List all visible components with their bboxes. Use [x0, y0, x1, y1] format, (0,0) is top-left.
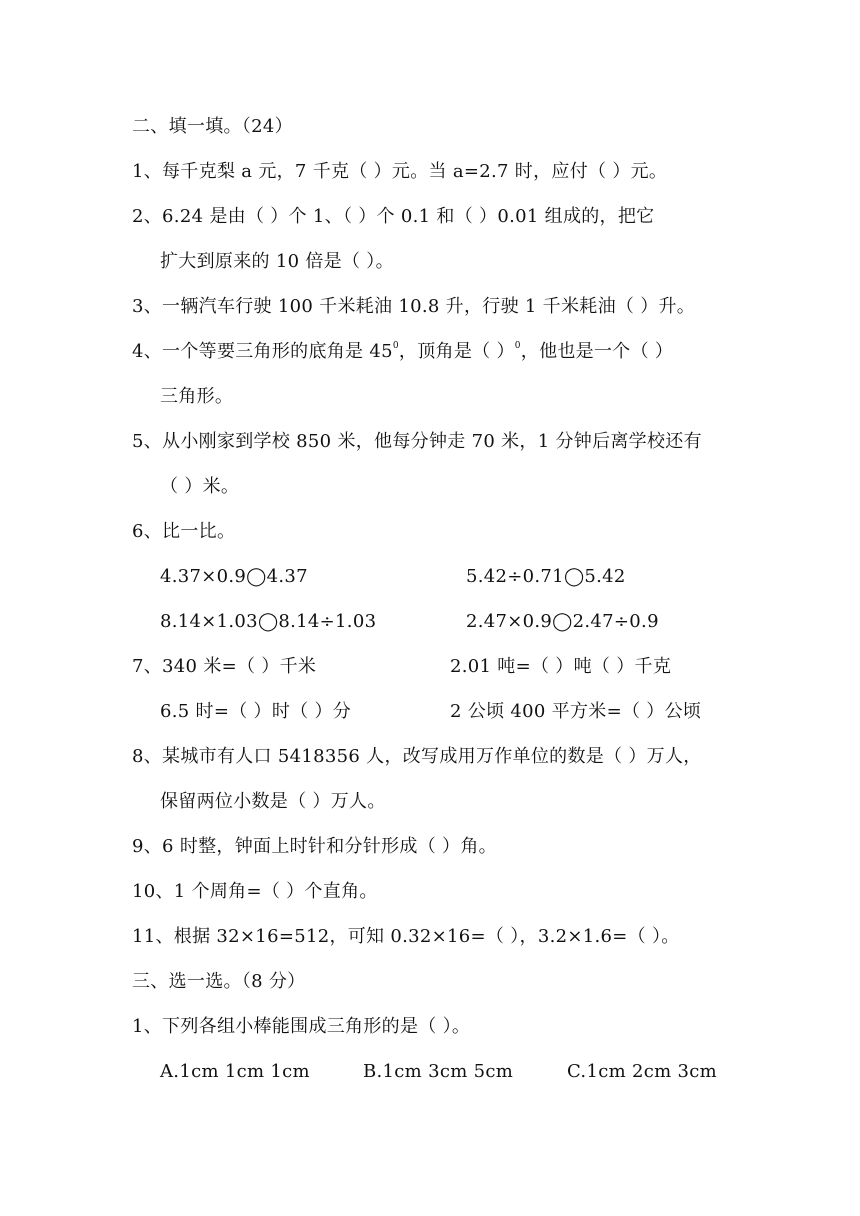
question-11: 11、根据 32×16=512，可知 0.32×16=（ ），3.2×1.6=（ ）。 — [132, 926, 680, 947]
question-2-line-2: 扩大到原来的 10 倍是（ ）。 — [160, 251, 394, 272]
q4-part-c: ，他也是一个（ ） — [520, 341, 674, 362]
question-7-c: 6.5 时=（ ）时（ ）分 — [160, 701, 352, 722]
degree-mark: 0 — [514, 341, 521, 351]
section-heading-fill: 二、填一填。（24） — [132, 116, 293, 137]
question-5-line-2: （ ）米。 — [160, 476, 240, 497]
compare-item-a: 4.37×0.9◯4.37 — [160, 566, 308, 587]
question-4-line-2: 三角形。 — [160, 386, 234, 407]
question-8-line-1: 8、某城市有人口 5418356 人，改写成用万作单位的数是（ ）万人， — [132, 746, 702, 767]
option-b: B.1cm 3cm 5cm — [363, 1061, 514, 1082]
question-7-d: 2 公顷 400 平方米=（ ）公顷 — [450, 701, 702, 722]
question-7-a: 7、340 米=（ ）千米 — [132, 656, 317, 677]
compare-item-b: 5.42÷0.71◯5.42 — [466, 566, 626, 587]
question-8-line-2: 保留两位小数是（ ）万人。 — [160, 791, 386, 812]
section-heading-choose: 三、选一选。（8 分） — [132, 971, 306, 992]
question-4-line-1 — [132, 340, 673, 364]
q4-part-b: ，顶角是（ ） — [398, 341, 515, 362]
question-7-b: 2.01 吨=（ ）吨（ ）千克 — [450, 656, 672, 677]
question-3: 3、一辆汽车行驶 100 千米耗油 10.8 升，行驶 1 千米耗油（ ）升。 — [132, 296, 696, 317]
question-5-line-1: 5、从小刚家到学校 850 米，他每分钟走 70 米，1 分钟后离学校还有 — [132, 431, 702, 452]
option-a: A.1cm 1cm 1cm — [160, 1061, 310, 1082]
question-9: 9、6 时整，钟面上时针和分针形成（ ）角。 — [132, 836, 497, 857]
question-6: 6、比一比。 — [132, 521, 236, 542]
degree-mark: 0 — [392, 341, 399, 351]
compare-item-d: 2.47×0.9◯2.47÷0.9 — [466, 611, 659, 632]
question-2-line-1: 2、6.24 是由（ ）个 1、（ ）个 0.1 和（ ）0.01 组成的，把它 — [132, 206, 655, 227]
question-10: 10、1 个周角=（ ）个直角。 — [132, 881, 378, 902]
q4-part-a: 4、一个等要三角形的底角是 45 — [132, 341, 393, 362]
question-1: 1、每千克梨 a 元，7 千克（ ）元。当 a=2.7 时，应付（ ）元。 — [132, 161, 668, 182]
choice-question-1: 1、下列各组小棒能围成三角形的是（ ）。 — [132, 1016, 471, 1037]
compare-item-c: 8.14×1.03◯8.14÷1.03 — [160, 611, 377, 632]
option-c: C.1cm 2cm 3cm — [567, 1061, 718, 1082]
